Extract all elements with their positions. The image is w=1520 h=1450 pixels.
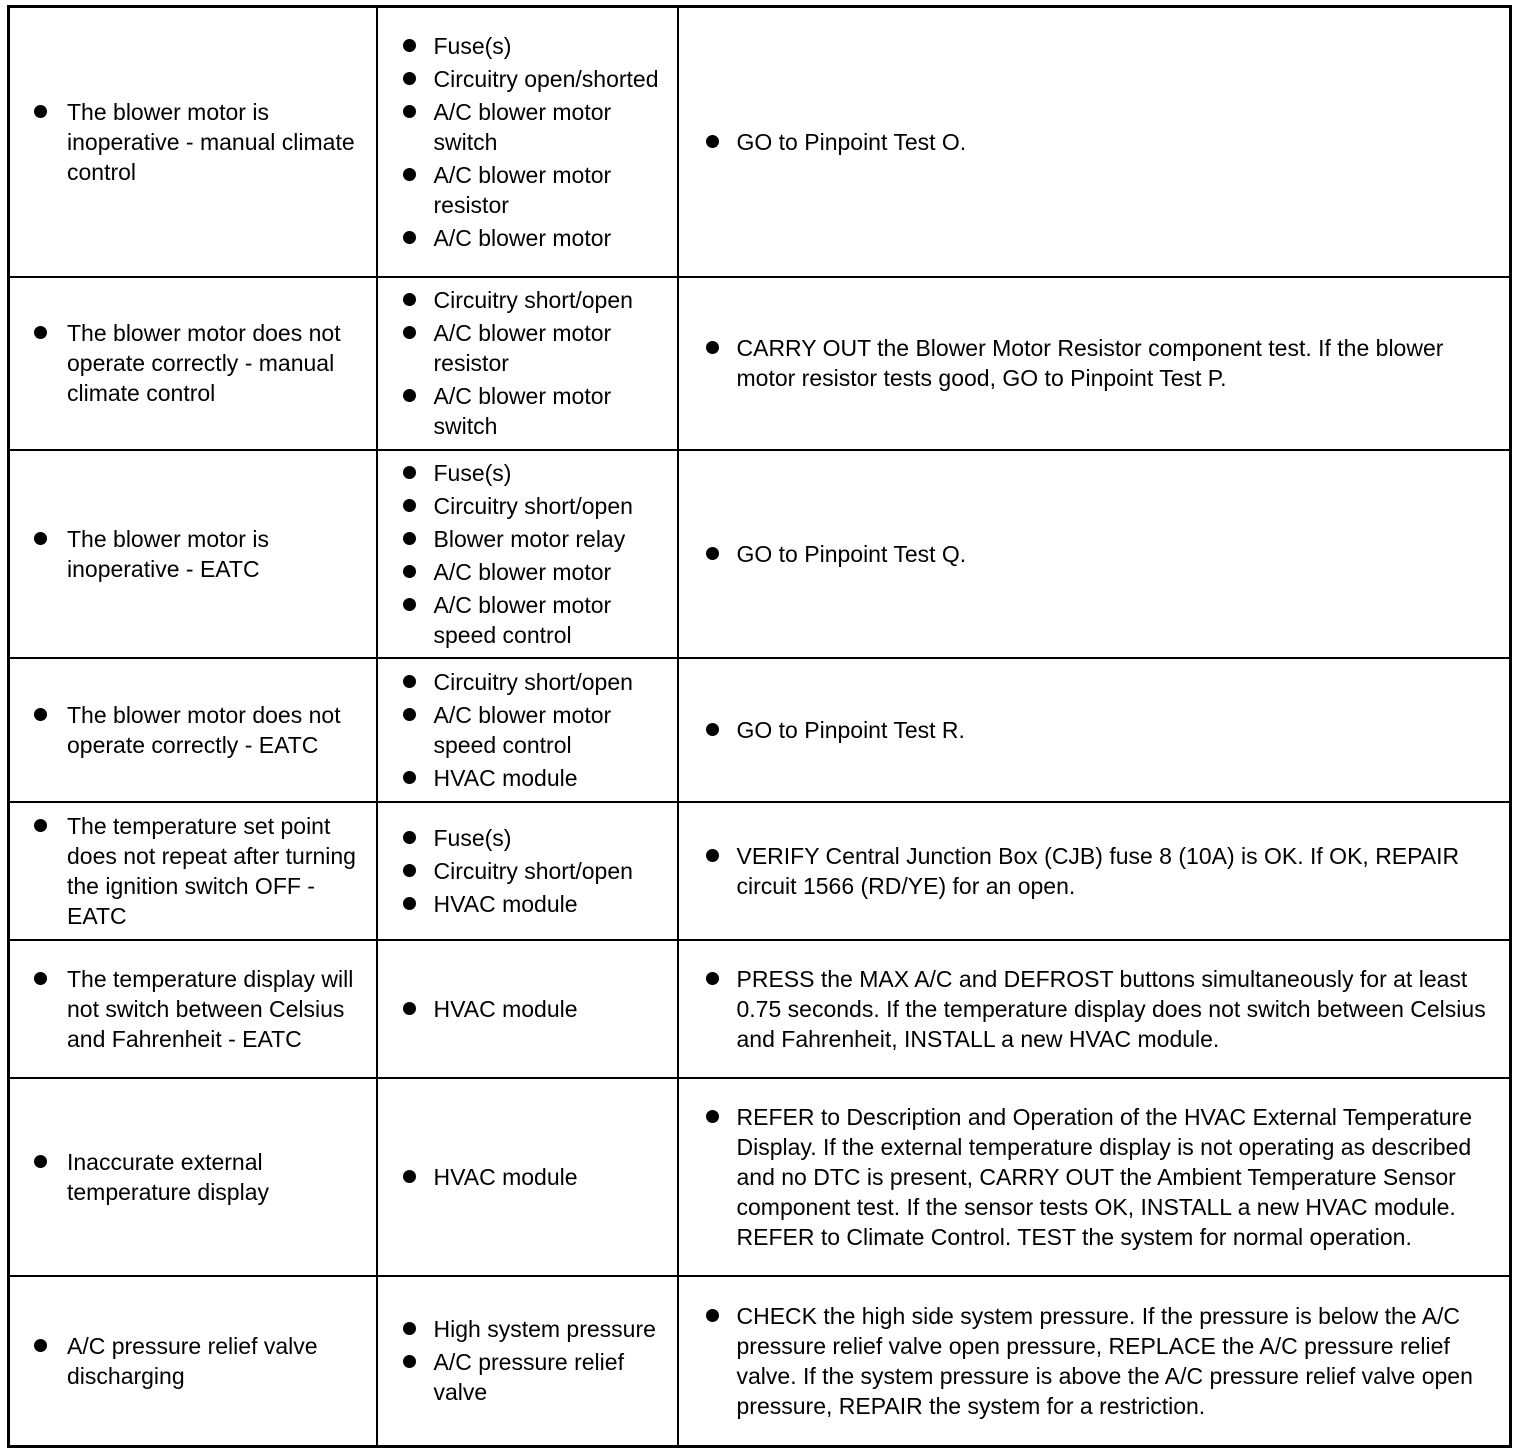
condition-text: The blower motor does not operate correctly - manual climate control — [67, 318, 370, 408]
source-item: A/C pressure relief valve — [434, 1347, 673, 1407]
action-text: VERIFY Central Junction Box (CJB) fuse 8 (10A) is OK. If OK, REPAIR circuit 1566 (RD/YE) for an open. — [737, 841, 1488, 901]
table-row — [9, 277, 1511, 450]
diagnostic-table-sheet — [7, 5, 1509, 1445]
source-item: A/C blower motor resistor — [434, 160, 673, 220]
action-text: CARRY OUT the Blower Motor Resistor component test. If the blower motor resistor tests good, GO to Pinpoint Test P. — [737, 333, 1488, 393]
source-cell — [377, 1276, 678, 1447]
condition-cell — [9, 658, 377, 802]
source-item: A/C blower motor — [434, 557, 673, 587]
source-item: Circuitry open/shorted — [434, 64, 673, 94]
action-cell — [678, 7, 1511, 277]
action-text: PRESS the MAX A/C and DEFROST buttons simultaneously for at least 0.75 seconds. If the temperature display does not switch between Celsius and Fahrenheit, INSTALL a new HVAC module. — [736, 965, 1486, 1052]
action-cell — [678, 450, 1511, 658]
source-cell — [377, 802, 678, 940]
source-cell — [377, 277, 678, 450]
condition-text: The blower motor is inoperative - EATC — [67, 524, 370, 584]
condition-text: Inaccurate external temperature display — [67, 1147, 370, 1207]
source-item: A/C blower motor speed control — [434, 590, 673, 650]
condition-text: The temperature display will not switch between Celsius and Fahrenheit - EATC — [67, 964, 370, 1054]
action-text: CHECK the high side system pressure. If the pressure is below the A/C pressure relief valve open pressure, REPLACE the A/C pressure relief valve. If the system pressure is above the A/C pressure relief valve open pressure, REPAIR the system for a restriction. — [737, 1301, 1488, 1421]
source-item: Blower motor relay — [434, 524, 673, 554]
source-item: HVAC module — [434, 1162, 673, 1192]
action-cell — [678, 940, 1511, 1078]
condition-cell — [9, 802, 377, 940]
action-text: GO to Pinpoint Test Q. — [737, 539, 1488, 569]
action-text: GO to Pinpoint Test R. — [737, 715, 1488, 745]
action-text: GO to Pinpoint Test O. — [737, 127, 1488, 157]
source-item: Circuitry short/open — [434, 285, 673, 315]
action-cell — [678, 1078, 1511, 1276]
condition-cell — [9, 1078, 377, 1276]
action-cell — [678, 802, 1511, 940]
condition-cell — [9, 1276, 377, 1447]
table-row — [9, 450, 1511, 658]
source-item: High system pressure — [434, 1314, 673, 1344]
source-item: Circuitry short/open — [434, 856, 673, 886]
source-item: HVAC module — [434, 889, 673, 919]
source-item: A/C blower motor switch — [434, 97, 673, 157]
table-row — [9, 7, 1511, 277]
condition-cell — [9, 7, 377, 277]
source-item: Fuse(s) — [434, 823, 673, 853]
condition-cell — [9, 940, 377, 1078]
symptom-chart-table — [7, 5, 1512, 1448]
table-row — [9, 658, 1511, 802]
source-cell — [377, 940, 678, 1078]
source-item: A/C blower motor switch — [434, 381, 673, 441]
action-cell — [678, 277, 1511, 450]
condition-text: The blower motor does not operate correctly - EATC — [67, 700, 370, 760]
action-text: REFER to Description and Operation of the HVAC External Temperature Display. If the external temperature display is not operating as described and no DTC is present, CARRY OUT the Ambient Temperature Sensor component test. If the sensor tests OK, INSTALL a new HVAC module. REFER to Climate Control. TEST the system for normal operation. — [737, 1102, 1488, 1252]
source-item: A/C blower motor speed control — [434, 700, 673, 760]
source-cell — [377, 1078, 678, 1276]
source-item: Circuitry short/open — [434, 491, 673, 521]
source-cell — [377, 7, 678, 277]
table-row — [9, 1078, 1511, 1276]
condition-cell — [9, 450, 377, 658]
source-item: A/C blower motor — [434, 223, 673, 253]
condition-cell — [9, 277, 377, 450]
source-item: Fuse(s) — [434, 458, 673, 488]
source-item: Fuse(s) — [434, 31, 673, 61]
source-item: HVAC module — [434, 994, 673, 1024]
condition-text: The blower motor is inoperative - manual climate control — [67, 97, 370, 187]
table-row — [9, 802, 1511, 940]
table-row — [9, 940, 1511, 1078]
condition-text: The temperature set point does not repeat after turning the ignition switch OFF - EATC — [67, 811, 370, 931]
action-cell — [678, 1276, 1511, 1447]
source-item: Circuitry short/open — [434, 667, 673, 697]
source-item: A/C blower motor resistor — [434, 318, 673, 378]
source-cell — [377, 658, 678, 802]
action-cell — [678, 658, 1511, 802]
table-row — [9, 1276, 1511, 1447]
condition-text: A/C pressure relief valve discharging — [67, 1331, 370, 1391]
source-item: HVAC module — [434, 763, 673, 793]
source-cell — [377, 450, 678, 658]
